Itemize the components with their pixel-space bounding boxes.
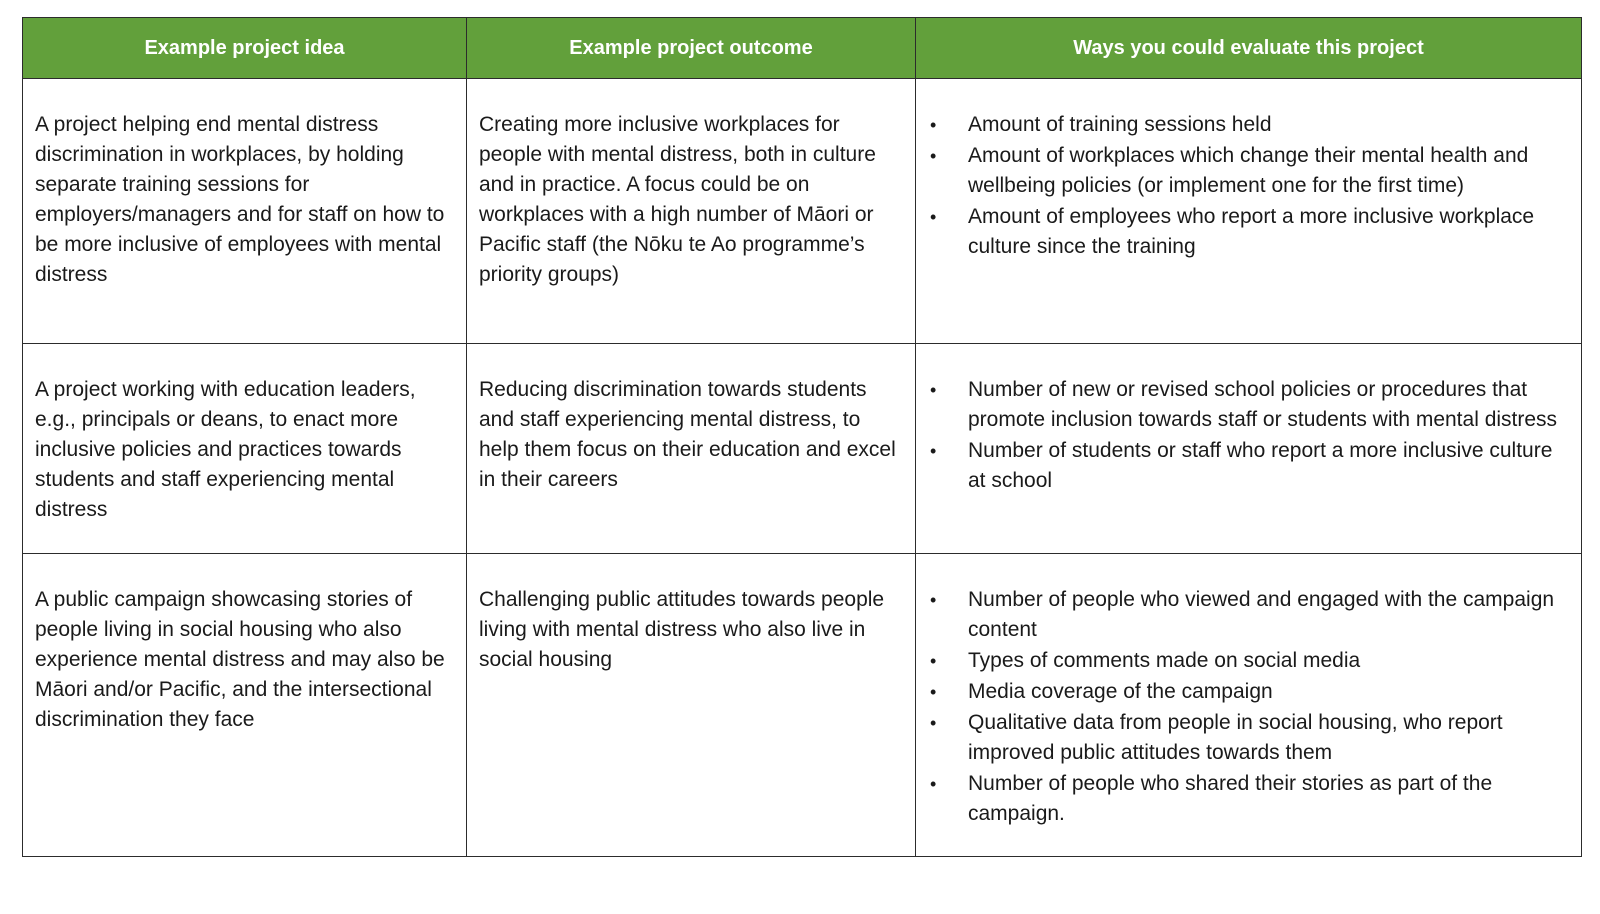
list-item-text: Amount of training sessions held <box>968 113 1272 136</box>
header-project-idea: Example project idea <box>23 18 467 79</box>
bullet-icon: • <box>930 207 937 227</box>
list-item-text: Number of people who shared their stories as part of the campaign. <box>968 772 1493 825</box>
bullet-icon: • <box>930 682 937 702</box>
list-item <box>928 585 1569 645</box>
project-table-container <box>22 17 1581 857</box>
idea-text: A project working with education leaders, e.g., principals or deans, to enact more inclusive policies and practices towards students and staff experiencing mental distress <box>35 378 416 521</box>
project-evaluation-table <box>22 17 1582 857</box>
header-project-outcome: Example project outcome <box>467 18 916 79</box>
bullet-icon: • <box>930 115 937 135</box>
bullet-icon: • <box>930 146 937 166</box>
list-item <box>928 646 1569 676</box>
bullet-icon: • <box>930 713 937 733</box>
idea-cell <box>23 554 467 857</box>
list-item <box>928 769 1569 829</box>
bullet-icon: • <box>930 651 937 671</box>
outcome-text: Reducing discrimination towards students and staff experiencing mental distress, to help them focus on their education and excel in their careers <box>479 378 896 491</box>
list-item-text: Media coverage of the campaign <box>968 680 1273 703</box>
list-item-text: Qualitative data from people in social housing, who report improved public attitudes towards them <box>968 711 1503 764</box>
evaluation-list <box>928 110 1569 262</box>
idea-cell <box>23 79 467 344</box>
bullet-icon: • <box>930 590 937 610</box>
evaluation-list <box>928 585 1569 829</box>
list-item-text: Amount of workplaces which change their mental health and wellbeing policies (or implement one for the first time) <box>968 144 1529 197</box>
list-item <box>928 677 1569 707</box>
idea-cell <box>23 344 467 554</box>
list-item-text: Types of comments made on social media <box>968 649 1361 672</box>
table-row <box>23 344 1582 554</box>
list-item <box>928 202 1569 262</box>
bullet-icon: • <box>930 441 937 461</box>
list-item <box>928 708 1569 768</box>
list-item <box>928 436 1569 496</box>
list-item <box>928 110 1569 140</box>
table-header-row <box>23 18 1582 79</box>
idea-text: A public campaign showcasing stories of people living in social housing who also experience mental distress and may also be Māori and/or Pacific, and the intersectional discrimination they face <box>35 588 445 731</box>
idea-text: A project helping end mental distress discrimination in workplaces, by holding separate training sessions for employers/managers and for staff on how to be more inclusive of employees with mental distress <box>35 113 445 286</box>
list-item-text: Amount of employees who report a more inclusive workplace culture since the training <box>968 205 1535 258</box>
list-item-text: Number of new or revised school policies or procedures that promote inclusion towards staff or students with mental distress <box>968 378 1558 431</box>
list-item-text: Number of people who viewed and engaged with the campaign content <box>968 588 1555 641</box>
table-row <box>23 554 1582 857</box>
bullet-icon: • <box>930 774 937 794</box>
list-item <box>928 141 1569 201</box>
outcome-cell <box>467 79 916 344</box>
list-item <box>928 375 1569 435</box>
evaluation-cell <box>916 344 1582 554</box>
list-item-text: Number of students or staff who report a more inclusive culture at school <box>968 439 1553 492</box>
bullet-icon: • <box>930 380 937 400</box>
evaluation-cell <box>916 554 1582 857</box>
outcome-cell <box>467 554 916 857</box>
outcome-text: Creating more inclusive workplaces for people with mental distress, both in culture and in practice. A focus could be on workplaces with a high number of Māori or Pacific staff (the Nōku te Ao programme’s priority groups) <box>479 113 876 286</box>
table-row <box>23 79 1582 344</box>
header-evaluation-methods: Ways you could evaluate this project <box>916 18 1582 79</box>
outcome-cell <box>467 344 916 554</box>
outcome-text: Challenging public attitudes towards people living with mental distress who also live in social housing <box>479 588 885 671</box>
evaluation-cell <box>916 79 1582 344</box>
evaluation-list <box>928 375 1569 496</box>
